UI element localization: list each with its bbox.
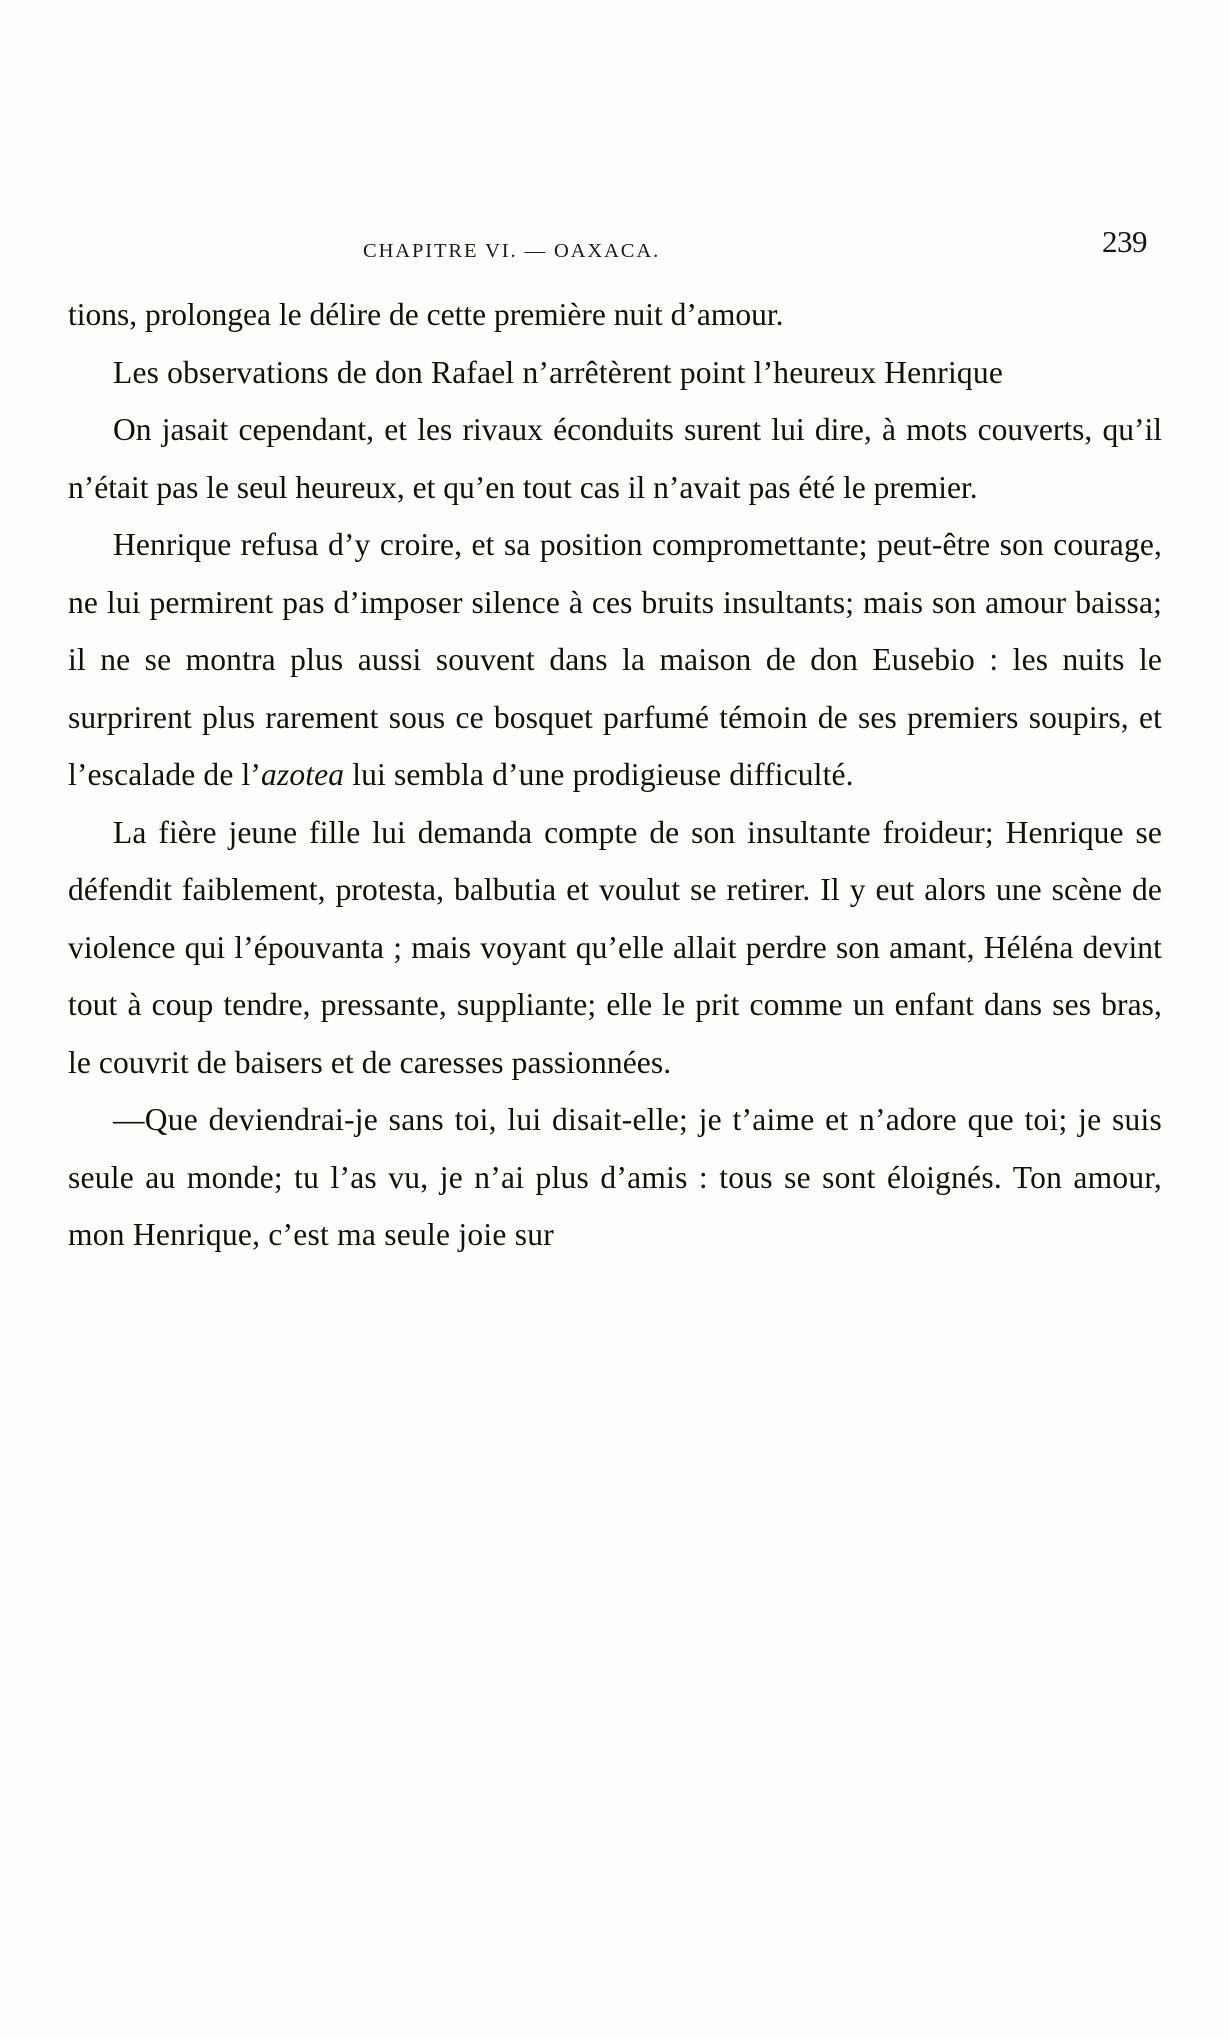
paragraph-refusa <box>68 516 1162 804</box>
paragraph-refusa-part-2: lui sembla d’une prodigieuse difficulté. <box>344 757 854 792</box>
body-text-block <box>68 286 1162 1264</box>
paragraph-refusa-italic-word: azotea <box>261 757 345 792</box>
running-head-chapter-title: CHAPITRE VI. — OAXACA. <box>363 240 661 262</box>
page-number: 239 <box>1102 224 1147 259</box>
paragraph-refusa-part-1: Henrique refusa d’y croire, et sa position compromettante; peut-être son courage, ne lui permirent pas d’imposer silence à ces bruits insultants; mais son amour baissa; il ne se montra plus aussi souvent dans la maison de don Eusebio : les nuits le surprirent plus rarement sous ce bosquet parfumé témoin de ses premiers soupirs, et l’escalade de l’ <box>68 527 1162 792</box>
paragraph-continued: tions, prolongea le délire de cette première nuit d’amour. <box>68 297 784 332</box>
paragraph-observations: Les observations de don Rafael n’arrêtèrent point l’heureux Henrique <box>113 354 1004 390</box>
paragraph-jasait: On jasait cependant, et les rivaux éconduits surent lui dire, à mots couverts, qu’il n’était pas le seul heureux, et qu’en tout cas il n’avait pas été le premier. <box>68 412 1162 505</box>
running-head <box>85 240 1145 263</box>
paragraph-dialogue: —Que deviendrai-je sans toi, lui disait-elle; je t’aime et n’adore que toi; je suis seule au monde; tu l’as vu, je n’ai plus d’amis : tous se sont éloignés. Ton amour, mon Henrique, c’est ma seule joie sur <box>68 1102 1162 1252</box>
paragraph-fiere: La fière jeune fille lui demanda compte de son insultante froideur; Henrique se défendit faiblement, protesta, balbutia et voulut se retirer. Il y eut alors une scène de violence qui l’épouvanta ; mais voyant qu’elle allait perdre son amant, Héléna devint tout à coup tendre, pressante, suppliante; elle le prit comme un enfant dans ses bras, le couvrit de baisers et de caresses passionnées. <box>68 814 1162 1080</box>
